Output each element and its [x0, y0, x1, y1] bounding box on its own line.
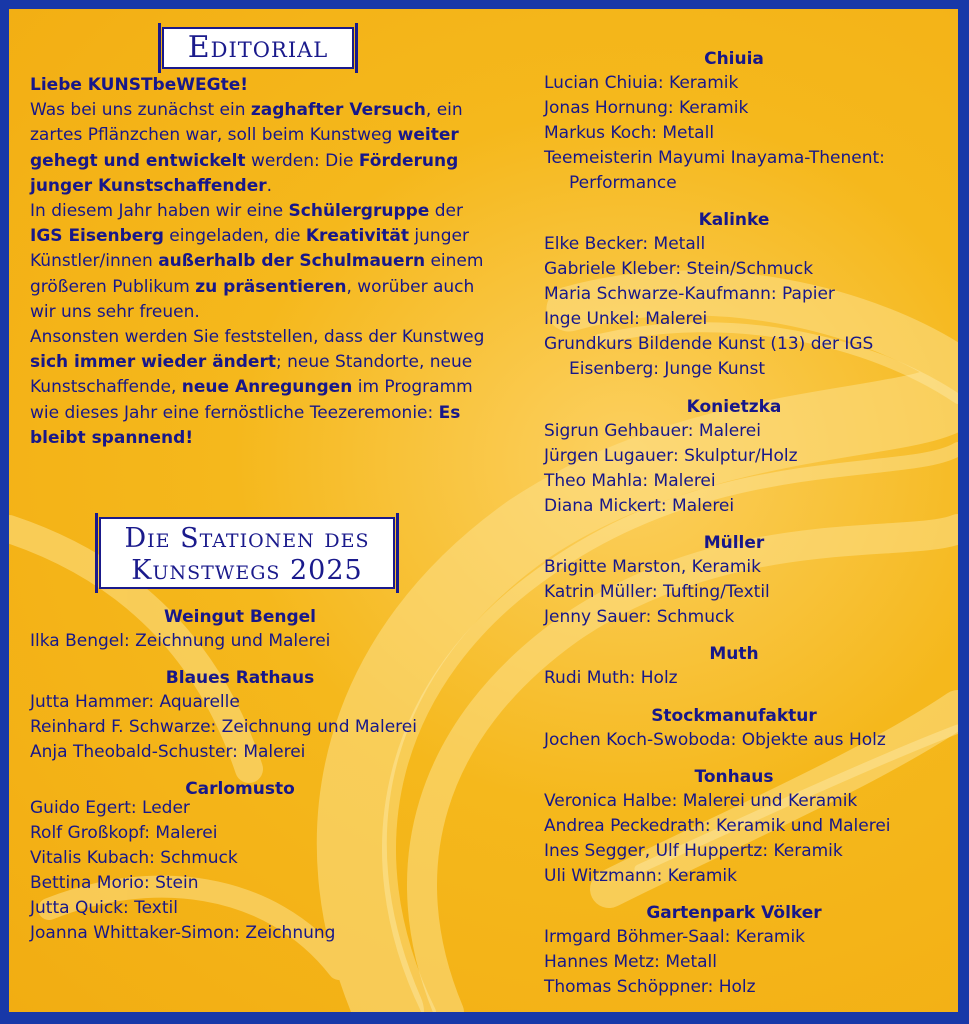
editorial-emphasis: Schülergruppe [288, 201, 430, 222]
artist-entry: Lucian Chiuia: Keramik [544, 73, 739, 93]
station-name: Blaues Rathaus [165, 668, 315, 688]
editorial-greeting: Liebe KUNSTbeWEGte! [30, 75, 248, 95]
artist-entry: Eisenberg: Junge Kunst [569, 359, 766, 379]
station-artist-list [30, 629, 450, 654]
artist-entry: Anja Theobald-Schuster: Malerei [30, 742, 306, 762]
artist-entry: Thomas Schöppner: Holz [544, 977, 756, 997]
artist-entry: Irmgard Böhmer-Saal: Keramik [544, 927, 806, 947]
station-heading [544, 49, 924, 69]
station-name: Chiuia [704, 49, 764, 69]
station-artist-list [30, 690, 450, 765]
editorial-run: Was bei uns zunächst ein [30, 100, 251, 121]
artist-entry: Maria Schwarze-Kaufmann: Papier [544, 284, 835, 304]
station-artist-list [544, 728, 924, 753]
artist-entry: Jonas Hornung: Keramik [544, 98, 749, 118]
artist-entry: Markus Koch: Metall [544, 123, 715, 143]
artist-entry: Jochen Koch-Swoboda: Objekte aus Holz [544, 730, 886, 750]
editorial-paragraph-2 [30, 201, 483, 322]
station-heading [544, 397, 924, 417]
artist-entry: Brigitte Marston, Keramik [544, 557, 761, 577]
station-heading [544, 210, 924, 230]
artist-entry: Performance [569, 173, 677, 193]
artist-entry: Sigrun Gehbauer: Malerei [544, 421, 761, 441]
station-artist-list [544, 666, 924, 691]
editorial-paragraph-3 [30, 327, 484, 448]
station-artist-list [544, 232, 924, 382]
artist-entry: Reinhard F. Schwarze: Zeichnung und Malerei [30, 717, 417, 737]
editorial-run: ; neue Standorte, neue Kunstschaffende, [30, 352, 473, 398]
artist-entry: Katrin Müller: Tufting/Textil [544, 582, 770, 602]
station-name: Kalinke [698, 210, 770, 230]
station-artist-list [544, 925, 924, 1000]
artist-entry: Diana Mickert: Malerei [544, 496, 735, 516]
artist-entry: Veronica Halbe: Malerei und Keramik [544, 791, 858, 811]
editorial-run: , ein zartes Pflänzchen war, soll beim Kunstweg [30, 100, 463, 146]
editorial-emphasis: Kreativität [305, 226, 410, 247]
brochure-page [9, 9, 958, 1012]
editorial-run: In diesem Jahr haben wir eine [30, 201, 289, 222]
artist-entry: Inge Unkel: Malerei [544, 309, 708, 329]
station-heading [544, 767, 924, 787]
station-artist-list [544, 419, 924, 519]
editorial-emphasis: neue Anregungen [181, 377, 353, 398]
station-artist-list [30, 796, 450, 946]
editorial-emphasis: Förderung junger Kunstschaffender [30, 150, 459, 196]
artist-entry: Andrea Peckedrath: Keramik und Malerei [544, 816, 891, 836]
stations-heading-line-1: Die Stationen des [124, 523, 370, 554]
artist-entry: Rudi Muth: Holz [544, 668, 678, 688]
station-artist-list [544, 789, 924, 889]
station-artist-list [544, 71, 924, 196]
station-name: Stockmanufaktur [651, 706, 817, 726]
artist-entry: Teemeisterin Mayumi Inayama-Thenent: [544, 148, 885, 168]
artist-entry: Jutta Quick: Textil [30, 898, 178, 918]
station-name: Muth [709, 644, 759, 664]
station-name: Gartenpark Völker [646, 903, 822, 923]
artist-entry: Hannes Metz: Metall [544, 952, 717, 972]
artist-entry: Uli Witzmann: Keramik [544, 866, 737, 886]
editorial-run: . [266, 175, 273, 196]
artist-entry: Grundkurs Bildende Kunst (13) der IGS [544, 334, 874, 354]
editorial-text [30, 73, 485, 451]
editorial-emphasis: sich immer wieder ändert [30, 352, 276, 373]
editorial-emphasis: IGS Eisenberg [30, 226, 164, 247]
artist-entry: Jutta Hammer: Aquarelle [30, 692, 240, 712]
editorial-emphasis: zu präsentieren [195, 276, 347, 297]
artist-entry: Joanna Whittaker-Simon: Zeichnung [30, 923, 336, 943]
station-name: Weingut Bengel [163, 607, 317, 627]
editorial-run: der [429, 201, 463, 222]
artist-entry: Ilka Bengel: Zeichnung und Malerei [30, 631, 331, 651]
station-heading [544, 706, 924, 726]
station-name: Carlomusto [185, 779, 295, 799]
editorial-run: Ansonsten werden Sie feststellen, dass der Kunstweg [30, 327, 485, 348]
editorial-emphasis: weiter gehegt und entwickelt [30, 125, 459, 171]
editorial-paragraph-1 [30, 100, 463, 196]
editorial-emphasis: Es bleibt spannend! [30, 402, 461, 448]
station-name: Müller [703, 533, 765, 553]
station-heading [544, 903, 924, 923]
editorial-emphasis: zaghafter Versuch [250, 100, 426, 121]
artist-entry: Ines Segger, Ulf Huppertz: Keramik [544, 841, 843, 861]
artist-entry: Jenny Sauer: Schmuck [544, 607, 735, 627]
editorial-heading: Editorial [162, 27, 354, 69]
artist-entry: Jürgen Lugauer: Skulptur/Holz [544, 446, 798, 466]
stations-heading-line-2: Kunstwegs 2025 [131, 555, 363, 586]
artist-entry: Gabriele Kleber: Stein/Schmuck [544, 259, 814, 279]
artist-entry: Theo Mahla: Malerei [544, 471, 716, 491]
editorial-run: einem größeren Publikum [30, 251, 484, 297]
station-name: Tonhaus [694, 767, 774, 787]
editorial-run: eingeladen, die [163, 226, 306, 247]
station-heading [30, 668, 450, 688]
editorial-run: im Programm wie dieses Jahr eine fernöstliche Teezeremonie: [30, 377, 473, 423]
editorial-emphasis: außerhalb der Schulmauern [158, 251, 426, 272]
editorial-run: werden: Die [245, 150, 359, 171]
artist-entry: Elke Becker: Metall [544, 234, 706, 254]
artist-entry: Rolf Großkopf: Malerei [30, 823, 218, 843]
station-artist-list [544, 555, 924, 630]
station-heading [544, 533, 924, 553]
artist-entry: Vitalis Kubach: Schmuck [30, 848, 238, 868]
artist-entry: Guido Egert: Leder [30, 798, 190, 818]
artist-entry: Bettina Morio: Stein [30, 873, 199, 893]
editorial-run: , worüber auch wir uns sehr freuen. [30, 276, 475, 322]
station-heading [30, 607, 450, 627]
station-heading [544, 644, 924, 664]
stations-heading [99, 517, 395, 589]
editorial-run: junger Künstler/innen [30, 226, 469, 272]
station-name: Konietzka [686, 397, 782, 417]
